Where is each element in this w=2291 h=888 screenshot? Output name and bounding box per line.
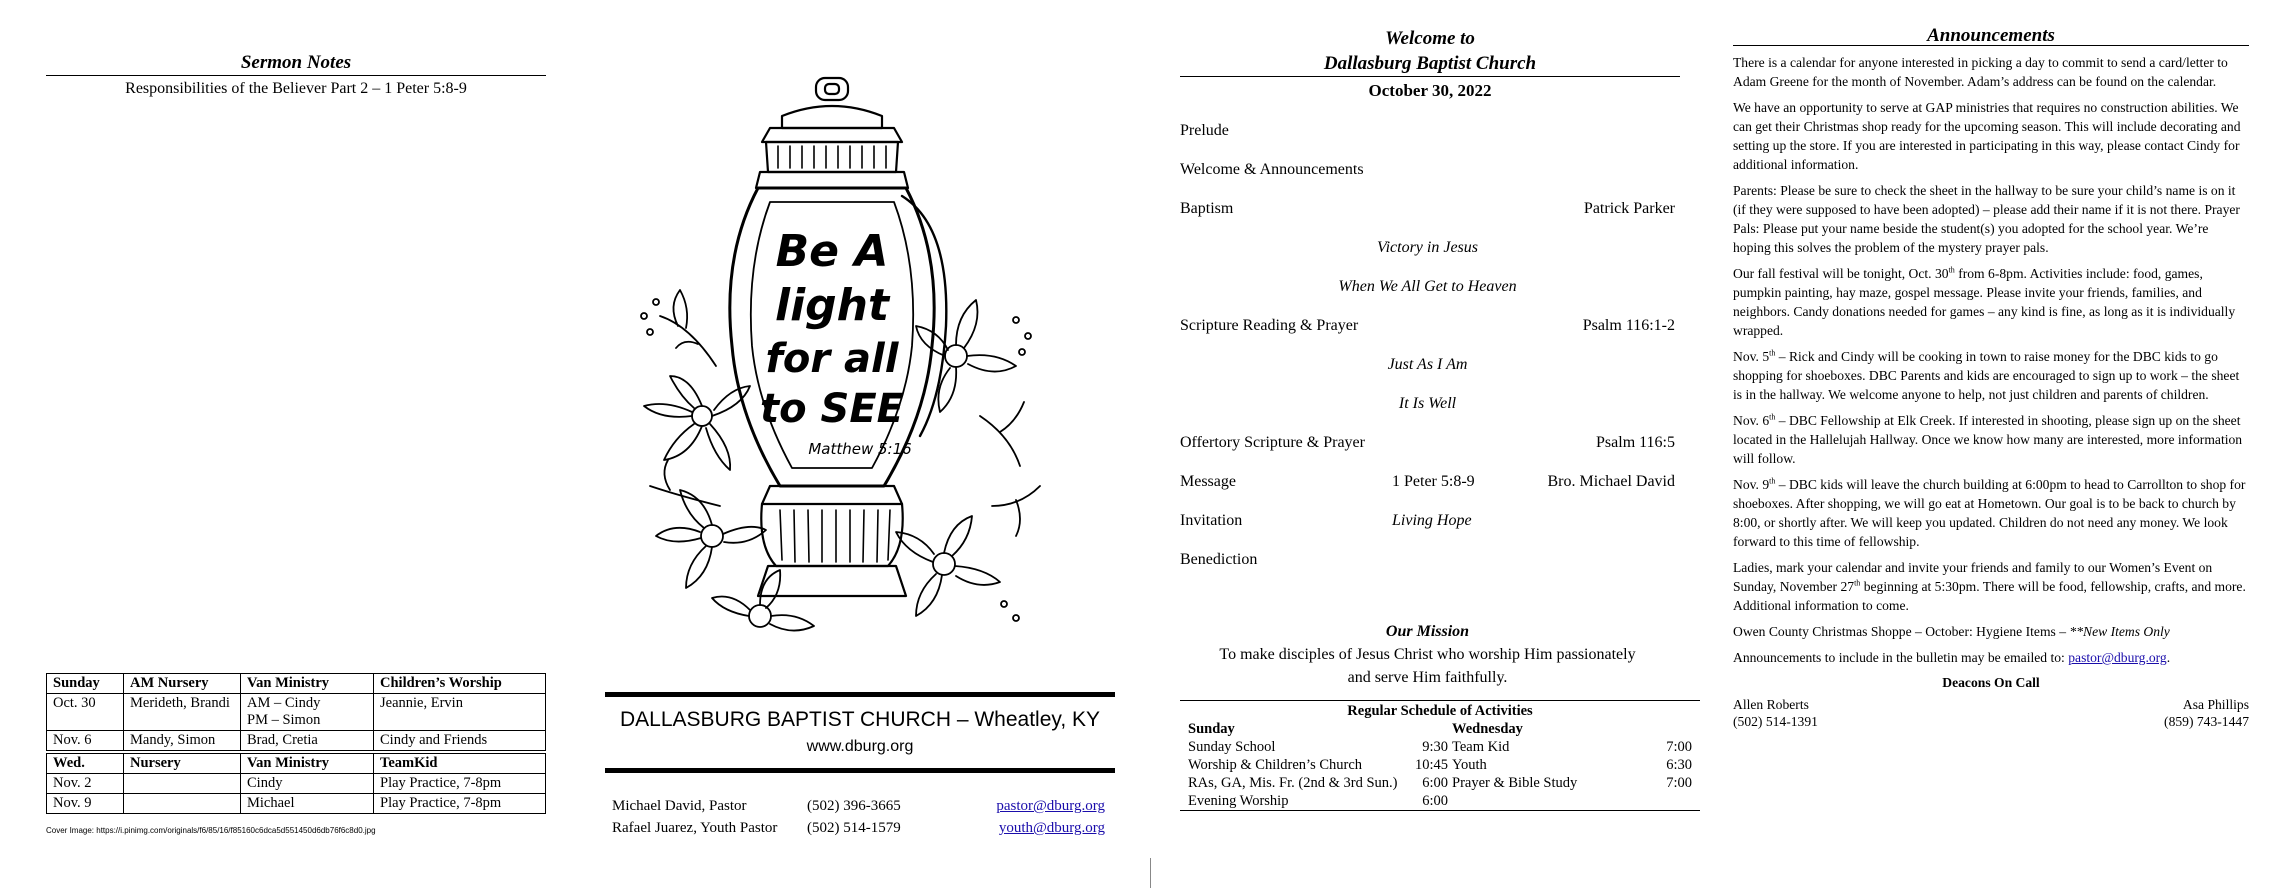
cell: Cindy and Friends <box>374 731 546 751</box>
church-title: Dallasburg Baptist Church <box>1180 51 1680 77</box>
day-label: Sunday <box>1188 721 1235 737</box>
scripture-ref: Psalm 116:5 <box>1596 434 1675 451</box>
activity-name: Sunday School <box>1188 739 1276 755</box>
cell <box>124 794 241 814</box>
order-welcome <box>1180 161 1675 179</box>
announcement: We have an opportunity to serve at GAP ministries that requires no construction abilities. We can get their Christmas shop ready for the upcoming season. This will include decorating and setting up the store. If you are interested in participating in this way, please contact Cindy for additional information. <box>1733 100 2241 172</box>
cell: Nov. 6 <box>47 731 124 751</box>
cell: Michael <box>241 794 374 814</box>
announcement-text: Announcements to include in the bulletin may be emailed to: <box>1733 650 2069 665</box>
staff-email-link[interactable]: youth@dburg.org <box>998 820 1105 836</box>
announcement: There is a calendar for anyone interested in picking a day to commit to send a card/letter to Adam Greene for the month of November. Adam’s address can be found on the calendar. <box>1733 55 2228 89</box>
order-item: Invitation <box>1180 512 1243 529</box>
ordinal-suffix: th <box>1854 578 1861 588</box>
activity-name: Team Kid <box>1452 739 1510 755</box>
order-item: Offertory Scripture & Prayer <box>1180 434 1365 451</box>
order-item: Scripture Reading & Prayer <box>1180 317 1359 334</box>
song: Living Hope <box>1392 512 1472 529</box>
song: When We All Get to Heaven <box>1338 278 1517 295</box>
staff-phone: (502) 396-3665 <box>807 798 901 814</box>
cell: Jeannie, Ervin <box>374 694 546 731</box>
col-header: Van Ministry <box>241 754 374 774</box>
announcement-text: Nov. 9 <box>1733 477 1770 492</box>
mission-line: and serve Him faithfully. <box>1347 669 1508 686</box>
activity-name: Worship & Children’s Church <box>1188 757 1363 773</box>
col-header: Nursery <box>124 754 241 774</box>
activity-time: 6:30 <box>1666 757 1692 773</box>
order-baptism <box>1180 200 1675 218</box>
mission-statement <box>1180 620 1675 689</box>
regular-schedule <box>1180 700 1700 811</box>
order-person: Patrick Parker <box>1583 200 1675 217</box>
order-item: Prelude <box>1180 122 1229 139</box>
announcement-text: – DBC Fellowship at Elk Creek. If interested in shooting, please sign up on the sheet located in the Hallelujah Hallway. Once we know how many are interested, more information will follow. <box>1733 413 2243 466</box>
deacon-left <box>1733 696 1818 730</box>
deacon-name: Allen Roberts <box>1733 697 1809 712</box>
scripture-ref: 1 Peter 5:8-9 <box>1392 473 1475 490</box>
staff-list <box>605 795 1115 839</box>
announcement-text: Ladies, mark your calendar and invite your friends and family to our Women’s Event on Sunday, November 27 <box>1733 560 2213 594</box>
announcement <box>1733 347 2249 404</box>
lantern-verse: Matthew 5:16 <box>808 440 912 458</box>
list-item <box>1188 792 1448 810</box>
table-header-row <box>47 754 546 774</box>
cell <box>124 774 241 794</box>
sermon-title: Sermon Notes <box>46 52 546 76</box>
list-item <box>605 795 1115 817</box>
page-fold-mark <box>1150 858 1151 888</box>
table-row <box>47 731 546 751</box>
order-prelude <box>1180 122 1675 140</box>
announcement <box>1733 264 2249 340</box>
col-header: AM Nursery <box>124 674 241 694</box>
scripture-ref: Psalm 116:1-2 <box>1582 317 1675 334</box>
deacons-title: Deacons On Call <box>1942 675 2040 690</box>
song: Victory in Jesus <box>1376 239 1478 256</box>
wednesday-schedule-table <box>46 753 546 814</box>
order-item: Welcome & Announcements <box>1180 161 1364 178</box>
activity-name: Evening Worship <box>1188 793 1289 809</box>
ordinal-suffix: th <box>1769 476 1776 486</box>
cell: AM – Cindy PM – Simon <box>241 694 374 731</box>
cell: Nov. 9 <box>47 794 124 814</box>
deacon-phone: (502) 514-1391 <box>1733 714 1818 729</box>
order-item: Baptism <box>1180 200 1234 217</box>
staff-email-link[interactable]: pastor@dburg.org <box>996 798 1105 814</box>
list-item <box>1188 738 1448 756</box>
sermon-notes <box>46 52 546 98</box>
ordinal-suffix: th <box>1769 412 1776 422</box>
col-header: Wed. <box>47 754 124 774</box>
lantern-illustration <box>620 76 1050 656</box>
staff-name: Rafael Juarez, Youth Pastor <box>612 820 778 836</box>
ordinal-suffix: th <box>1948 265 1955 275</box>
announcement-text: Owen County Christmas Shoppe – October: Hygiene Items – <box>1733 624 2070 639</box>
sunday-activities <box>1188 720 1448 810</box>
list-item <box>1452 774 1692 792</box>
order-item: Benediction <box>1180 551 1258 568</box>
cell: Brad, Cretia <box>241 731 374 751</box>
announcement: Parents: Please be sure to check the sheet in the hallway to be sure your child’s name is on it (if they were supposed to have been adopted) – please add their name if it is not there. Prayer Pals: Please put your name beside the student(s) you adopted for the school year. We’re hoping this solves the problem of the mystery prayer pals. <box>1733 183 2240 255</box>
mission-line: To make disciples of Jesus Christ who worship Him passionately <box>1219 646 1636 663</box>
bulletin-email-link[interactable]: pastor@dburg.org <box>2068 650 2167 665</box>
cover-image-credit: Cover Image: https://i.pinimg.com/originals/f6/85/16/f85160c6dca5d551450d6db76f6c8d0.jpg <box>46 826 376 835</box>
church-name: DALLASBURG BAPTIST CHURCH – Wheatley, KY <box>619 708 1101 731</box>
lantern-text-1: Be A <box>775 226 889 277</box>
order-item: Message <box>1180 473 1236 490</box>
announcement-text: . <box>2166 650 2171 665</box>
deacon-phone: (859) 743-1447 <box>2164 714 2249 729</box>
lantern-text-2: light <box>774 280 890 331</box>
table-header-row <box>47 674 546 694</box>
deacons-list <box>1733 696 2249 730</box>
col-header: Sunday <box>47 674 124 694</box>
announcement-text: – DBC kids will leave the church building at 6:00pm to head to Carrollton to shop for shoeboxes. After shopping, we will go eat at Hometown. Our goal is to be back to church by 8:00, or shortly after. We will keep you updated. Children do not need any money. We look forward to this time of fellowship. <box>1733 477 2246 549</box>
table-row <box>47 794 546 814</box>
divider <box>605 692 1115 697</box>
announcement-text: – Rick and Cindy will be cooking in town to raise money for the DBC kids to go shopping for shoeboxes. DBC Parents and kids are encouraged to sign up to work – the sheet is in the hallway. We welcome anyone to help, not just children and parents of children. <box>1733 349 2240 402</box>
list-item <box>1452 756 1692 774</box>
staff-name: Michael David, Pastor <box>612 798 747 814</box>
announcement-text: Our fall festival will be tonight, Oct. 30 <box>1733 266 1949 281</box>
regular-schedule-columns <box>1180 720 1700 811</box>
list-item <box>1452 738 1692 756</box>
cell: Play Practice, 7-8pm <box>374 794 546 814</box>
activity-time: 7:00 <box>1666 739 1692 755</box>
list-item <box>605 817 1115 839</box>
announcement <box>1733 648 2249 667</box>
announcement <box>1733 411 2249 468</box>
cell: Oct. 30 <box>47 694 124 731</box>
day-label: Wednesday <box>1452 721 1523 737</box>
col-header: TeamKid <box>374 754 546 774</box>
cell: Merideth, Brandi <box>124 694 241 731</box>
sermon-subtitle: Responsibilities of the Believer Part 2 – 1 Peter 5:8-9 <box>125 80 467 97</box>
list-item <box>1188 774 1448 792</box>
announcement <box>1733 622 2249 641</box>
list-item <box>1188 756 1448 774</box>
activity-name: Youth <box>1452 757 1487 773</box>
announcement-text: Nov. 5 <box>1733 349 1770 364</box>
divider <box>605 768 1115 773</box>
cell: Play Practice, 7-8pm <box>374 774 546 794</box>
song: Just As I Am <box>1387 356 1468 373</box>
activity-time: 10:45 <box>1414 757 1448 773</box>
church-info <box>605 692 1115 839</box>
activity-time: 6:00 <box>1422 775 1448 791</box>
table-row <box>47 774 546 794</box>
service-date: October 30, 2022 <box>1368 81 1492 100</box>
wednesday-activities <box>1452 720 1692 810</box>
cell: Nov. 2 <box>47 774 124 794</box>
lantern-text-4: to SEE <box>760 386 904 432</box>
ordinal-suffix: th <box>1769 348 1776 358</box>
order-scripture <box>1180 317 1675 335</box>
deacon-name: Asa Phillips <box>2182 697 2249 712</box>
order-person: Bro. Michael David <box>1547 473 1675 490</box>
announcement-text: Nov. 6 <box>1733 413 1770 428</box>
activity-time: 9:30 <box>1422 739 1448 755</box>
announcement-text: beginning at 5:30pm. There will be food, fellowship, crafts, and more. Additional information to come. <box>1733 579 2246 613</box>
deacon-right <box>2164 696 2249 730</box>
announcements-title: Announcements <box>1733 26 2249 46</box>
announcement-text: from 6-8pm. Activities include: food, games, pumpkin painting, hay maze, gospel message. Please invite your friends, families, and neighbors. Candy donations needed for games – any kind is fine, as long as it is individually wrapped. <box>1733 266 2236 338</box>
activity-time: 7:00 <box>1666 775 1692 791</box>
announcement <box>1733 475 2249 551</box>
cell: Mandy, Simon <box>124 731 241 751</box>
order-invitation <box>1180 512 1675 530</box>
col-header: Van Ministry <box>241 674 374 694</box>
order-benediction <box>1180 551 1675 569</box>
welcome-header <box>1180 26 1680 101</box>
table-row <box>47 694 546 731</box>
mission-title: Our Mission <box>1385 623 1470 640</box>
welcome-title: Welcome to <box>1385 28 1475 49</box>
sunday-schedule-table <box>46 673 546 751</box>
cell: Cindy <box>241 774 374 794</box>
order-message <box>1180 473 1675 491</box>
activity-time: 6:00 <box>1422 793 1448 809</box>
announcement-emphasis: **New Items Only <box>2069 624 2170 639</box>
church-url: www.dburg.org <box>806 738 914 755</box>
song: It Is Well <box>1398 395 1457 412</box>
announcement <box>1733 558 2249 615</box>
staff-phone: (502) 514-1579 <box>807 820 901 836</box>
col-header: Children’s Worship <box>374 674 546 694</box>
announcements <box>1733 26 2249 730</box>
regular-schedule-title: Regular Schedule of Activities <box>1180 700 1700 720</box>
lantern-text-3: for all <box>765 336 899 382</box>
order-offertory <box>1180 434 1675 452</box>
activity-name: RAs, GA, Mis. Fr. (2nd & 3rd Sun.) <box>1188 775 1398 791</box>
activity-name: Prayer & Bible Study <box>1452 775 1578 791</box>
